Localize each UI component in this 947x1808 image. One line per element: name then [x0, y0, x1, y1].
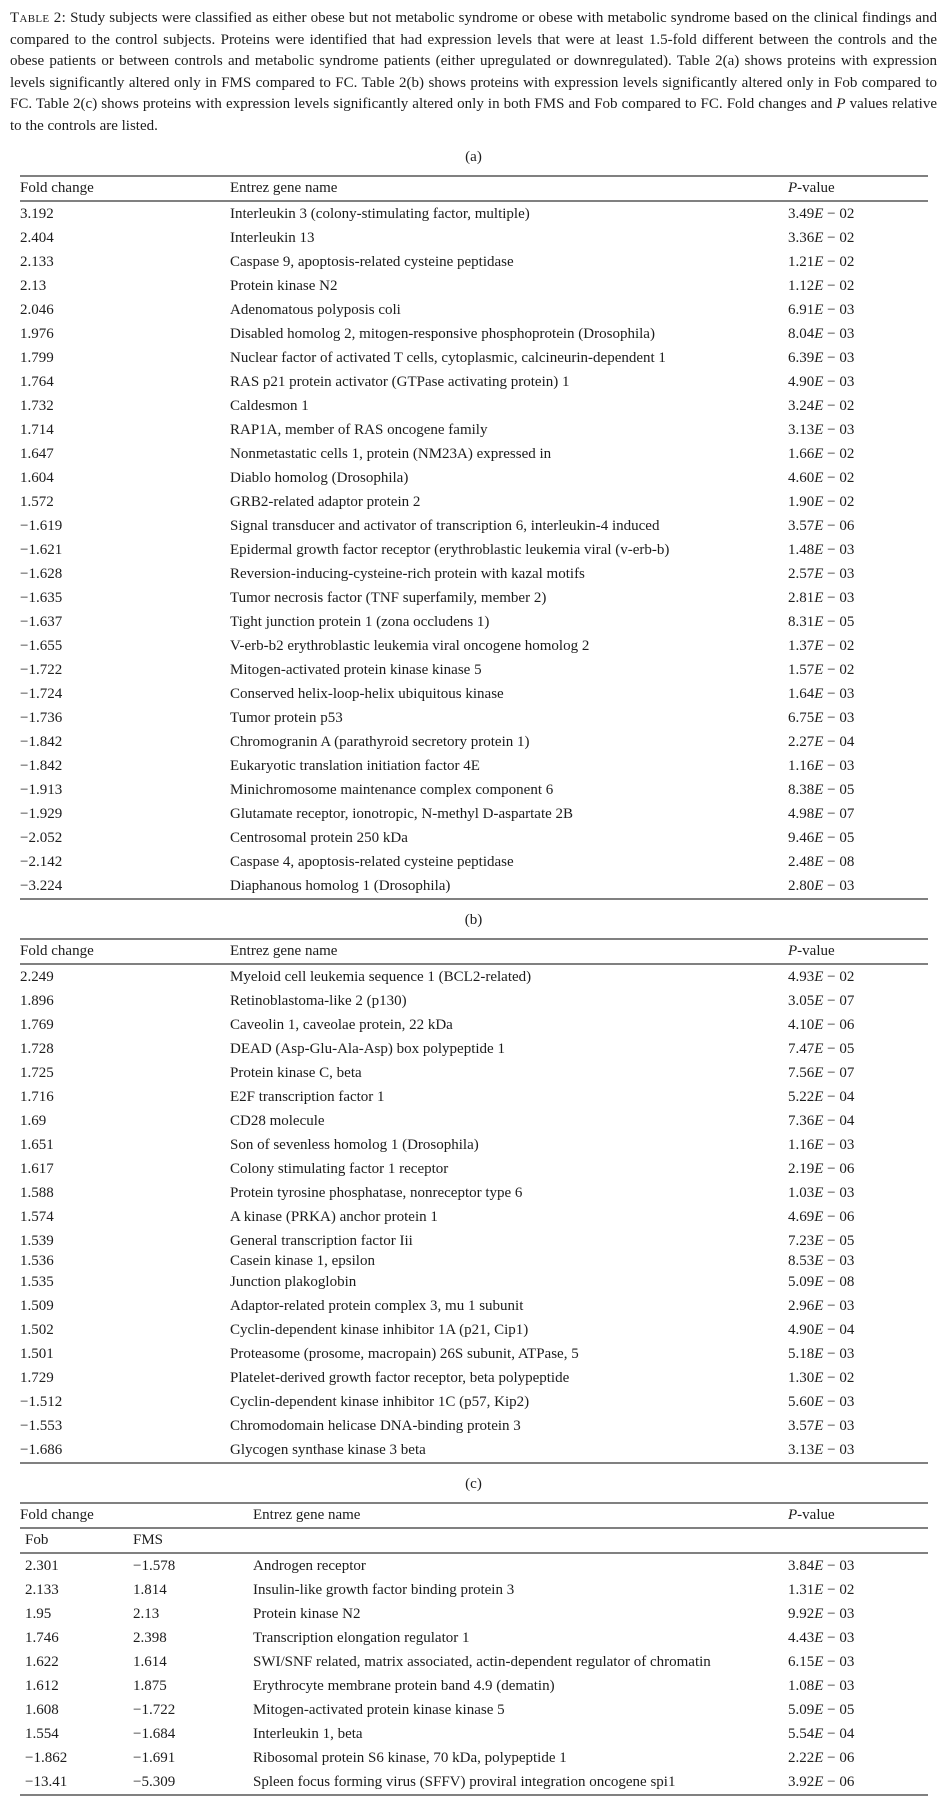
fold-change-cell: −1.842 [20, 757, 63, 774]
fold-change-cell: 1.729 [20, 1369, 54, 1386]
table-row [20, 730, 928, 754]
gene-name-cell: Protein kinase N2 [253, 1605, 361, 1622]
table-row [20, 1270, 928, 1294]
gene-name-cell: Protein kinase N2 [230, 277, 338, 294]
p-value-cell: 5.54E − 04 [788, 1725, 855, 1742]
table-row [20, 1722, 928, 1746]
p-value-cell: 7.47E − 05 [788, 1040, 855, 1057]
table-row [20, 1438, 928, 1463]
col-subheader-fob: Fob [25, 1532, 49, 1548]
fms-fold-change-cell: −1.691 [133, 1749, 176, 1766]
p-value-cell: 8.31E − 05 [788, 613, 855, 630]
gene-name-cell: Tumor necrosis factor (TNF superfamily, member 2) [230, 589, 547, 606]
table-row [20, 1181, 928, 1205]
fold-change-cell: −2.052 [20, 829, 63, 846]
fob-fold-change-cell: 2.301 [25, 1557, 59, 1574]
p-value-cell: 2.96E − 03 [788, 1297, 855, 1314]
fold-change-cell: −1.512 [20, 1393, 63, 1410]
p-value-cell: 7.23E − 05 [788, 1232, 855, 1249]
fold-change-cell: −1.621 [20, 541, 63, 558]
table-row [20, 514, 928, 538]
p-value-cell: 1.12E − 02 [788, 277, 855, 294]
gene-name-cell: Retinoblastoma-like 2 (p130) [230, 992, 407, 1009]
p-value-cell: 2.80E − 03 [788, 877, 855, 894]
table-row [20, 1109, 928, 1133]
table-row [20, 1157, 928, 1181]
subtable-c [20, 1502, 928, 1796]
table-row [20, 1698, 928, 1722]
fold-change-cell: 1.588 [20, 1184, 54, 1201]
p-value-cell: 4.60E − 02 [788, 469, 855, 486]
table-row [20, 466, 928, 490]
fold-change-cell: −1.628 [20, 565, 63, 582]
gene-name-cell: Mitogen-activated protein kinase kinase 5 [230, 661, 482, 678]
p-value-cell: 9.92E − 03 [788, 1605, 855, 1622]
fold-change-cell: 1.535 [20, 1273, 54, 1290]
gene-name-cell: A kinase (PRKA) anchor protein 1 [230, 1208, 438, 1225]
table-row [20, 1578, 928, 1602]
fold-change-cell: 1.574 [20, 1208, 54, 1225]
fold-change-cell: 1.604 [20, 469, 54, 486]
p-value-cell: 1.64E − 03 [788, 685, 855, 702]
gene-name-cell: Protein tyrosine phosphatase, nonreceptor type 6 [230, 1184, 523, 1201]
fob-fold-change-cell: 1.746 [25, 1629, 59, 1646]
p-value-cell: 1.48E − 03 [788, 541, 855, 558]
gene-name-cell: Glycogen synthase kinase 3 beta [230, 1441, 426, 1458]
table-row [20, 442, 928, 466]
table-row [20, 274, 928, 298]
table-row [20, 1553, 928, 1578]
fms-fold-change-cell: −1.684 [133, 1725, 176, 1742]
table-row [20, 1650, 928, 1674]
p-value-cell: 2.81E − 03 [788, 589, 855, 606]
p-value-cell: 4.10E − 06 [788, 1016, 855, 1033]
p-value-cell: 8.53E − 03 [788, 1253, 855, 1269]
fob-fold-change-cell: 1.622 [25, 1653, 59, 1670]
p-value-cell: 8.38E − 05 [788, 781, 855, 798]
gene-name-cell: Tight junction protein 1 (zona occludens 1) [230, 613, 490, 630]
gene-name-cell: Ribosomal protein S6 kinase, 70 kDa, polypeptide 1 [253, 1749, 567, 1766]
col-header-fold-change: Fold change [20, 180, 94, 196]
p-value-cell: 4.43E − 03 [788, 1629, 855, 1646]
gene-name-cell: Chromogranin A (parathyroid secretory protein 1) [230, 733, 530, 750]
p-value-cell: 4.93E − 02 [788, 968, 855, 985]
table-row [20, 1770, 928, 1795]
p-value-cell: 3.36E − 02 [788, 229, 855, 246]
table-row [20, 586, 928, 610]
gene-name-cell: Tumor protein p53 [230, 709, 343, 726]
fob-fold-change-cell: 1.95 [25, 1605, 52, 1622]
table-row [20, 250, 928, 274]
p-value-cell: 2.19E − 06 [788, 1160, 855, 1177]
fold-change-cell: −1.635 [20, 589, 63, 606]
table-row [20, 754, 928, 778]
table-row [20, 1366, 928, 1390]
col-header-gene-name: Entrez gene name [253, 1507, 361, 1523]
gene-name-cell: Casein kinase 1, epsilon [230, 1253, 375, 1269]
p-value-cell: 2.22E − 06 [788, 1749, 855, 1766]
fold-change-cell: −1.722 [20, 661, 63, 678]
table-row [20, 226, 928, 250]
fold-change-cell: 1.572 [20, 493, 54, 510]
fold-change-cell: 2.249 [20, 968, 54, 985]
fob-fold-change-cell: −13.41 [25, 1773, 68, 1790]
p-value-cell: 6.75E − 03 [788, 709, 855, 726]
gene-name-cell: Interleukin 3 (colony-stimulating factor, multiple) [230, 205, 530, 222]
table-row [20, 1133, 928, 1157]
p-value-cell: 1.31E − 02 [788, 1581, 855, 1598]
gene-name-cell: Epidermal growth factor receptor (erythroblastic leukemia viral (v-erb-b) [230, 541, 670, 558]
p-value-cell: 5.60E − 03 [788, 1393, 855, 1410]
table-row [20, 201, 928, 226]
table-row [20, 989, 928, 1013]
table-row [20, 490, 928, 514]
fob-fold-change-cell: 2.133 [25, 1581, 59, 1598]
subtable-b [20, 938, 928, 1464]
table-row [20, 370, 928, 394]
gene-name-cell: Minichromosome maintenance complex component 6 [230, 781, 554, 798]
fold-change-cell: 1.714 [20, 421, 54, 438]
fms-fold-change-cell: 2.398 [133, 1629, 167, 1646]
p-value-cell: 1.30E − 02 [788, 1369, 855, 1386]
p-value-cell: 1.08E − 03 [788, 1677, 855, 1694]
table-row [20, 1414, 928, 1438]
gene-name-cell: Protein kinase C, beta [230, 1064, 362, 1081]
fold-change-cell: 1.617 [20, 1160, 54, 1177]
fms-fold-change-cell: 1.614 [133, 1653, 167, 1670]
fold-change-cell: 2.046 [20, 301, 54, 318]
header-row [20, 176, 928, 201]
col-header-p-value: P-value [788, 943, 835, 959]
fold-change-cell: −1.619 [20, 517, 63, 534]
p-value-cell: 1.37E − 02 [788, 637, 855, 654]
fold-change-cell: −1.842 [20, 733, 63, 750]
p-value-cell: 3.05E − 07 [788, 992, 855, 1009]
table-row [20, 802, 928, 826]
fold-change-cell: 1.732 [20, 397, 54, 414]
gene-name-cell: Myeloid cell leukemia sequence 1 (BCL2-related) [230, 968, 532, 985]
fob-fold-change-cell: 1.608 [25, 1701, 59, 1718]
gene-name-cell: Centrosomal protein 250 kDa [230, 829, 408, 846]
table-row [20, 1674, 928, 1698]
gene-name-cell: Adenomatous polyposis coli [230, 301, 401, 318]
p-value-cell: 9.46E − 05 [788, 829, 855, 846]
col-header-gene-name: Entrez gene name [230, 180, 338, 196]
gene-name-cell: Interleukin 1, beta [253, 1725, 363, 1742]
subtable-label-b: (b) [464, 912, 483, 928]
caption-segment: values relative to the controls are listed. [10, 96, 938, 134]
p-value-cell: 3.24E − 02 [788, 397, 855, 414]
gene-name-cell: Eukaryotic translation initiation factor 4E [230, 757, 480, 774]
subheader-row [20, 1528, 928, 1553]
gene-name-cell: Colony stimulating factor 1 receptor [230, 1160, 449, 1177]
p-value-cell: 2.48E − 08 [788, 853, 855, 870]
page [0, 8, 947, 1796]
fold-change-cell: 2.404 [20, 229, 54, 246]
table-row [20, 826, 928, 850]
p-value-cell: 6.39E − 03 [788, 349, 855, 366]
table-row [20, 850, 928, 874]
table-row [20, 346, 928, 370]
p-value-cell: 1.16E − 03 [788, 1136, 855, 1153]
fold-change-cell: −1.553 [20, 1417, 63, 1434]
table-row [20, 634, 928, 658]
p-value-cell: 5.18E − 03 [788, 1345, 855, 1362]
fold-change-cell: 1.539 [20, 1232, 54, 1249]
table-row [20, 1294, 928, 1318]
table-row [20, 1390, 928, 1414]
fold-change-cell: 1.536 [20, 1253, 54, 1269]
fold-change-cell: 1.651 [20, 1136, 54, 1153]
gene-name-cell: Caspase 4, apoptosis-related cysteine peptidase [230, 853, 514, 870]
col-subheader-fms: FMS [133, 1532, 164, 1548]
caption-segment: Table 2: [10, 10, 67, 26]
gene-name-cell: RAS p21 protein activator (GTPase activating protein) 1 [230, 373, 570, 390]
table-row [20, 322, 928, 346]
fold-change-cell: −2.142 [20, 853, 63, 870]
subtable-label-c: (c) [465, 1476, 482, 1492]
subtable-a [20, 175, 928, 900]
fold-change-cell: 1.764 [20, 373, 54, 390]
p-value-cell: 1.21E − 02 [788, 253, 855, 270]
gene-name-cell: Junction plakoglobin [230, 1273, 357, 1290]
fob-fold-change-cell: 1.612 [25, 1677, 59, 1694]
table-row [20, 1746, 928, 1770]
p-value-cell: 4.90E − 04 [788, 1321, 855, 1338]
fold-change-cell: 1.976 [20, 325, 54, 342]
fold-change-cell: 1.69 [20, 1112, 47, 1129]
fold-change-cell: 1.502 [20, 1321, 54, 1338]
gene-name-cell: E2F transcription factor 1 [230, 1088, 385, 1105]
table-row [20, 298, 928, 322]
p-value-cell: 7.36E − 04 [788, 1112, 855, 1129]
fold-change-cell: 1.501 [20, 1345, 54, 1362]
p-value-cell: 5.09E − 08 [788, 1273, 855, 1290]
subtable-label-a: (a) [465, 149, 482, 165]
p-value-cell: 2.27E − 04 [788, 733, 855, 750]
table-row [20, 1229, 928, 1253]
table-row [20, 682, 928, 706]
table-row [20, 706, 928, 730]
gene-name-cell: Chromodomain helicase DNA-binding protein 3 [230, 1417, 521, 1434]
gene-name-cell: Cyclin-dependent kinase inhibitor 1C (p57, Kip2) [230, 1393, 530, 1410]
gene-name-cell: RAP1A, member of RAS oncogene family [230, 421, 488, 438]
fold-change-cell: 1.799 [20, 349, 54, 366]
p-value-cell: 3.57E − 03 [788, 1417, 855, 1434]
header-row [20, 1503, 928, 1528]
table-row [20, 658, 928, 682]
fold-change-cell: −1.655 [20, 637, 63, 654]
fold-change-cell: −1.929 [20, 805, 63, 822]
gene-name-cell: Spleen focus forming virus (SFFV) proviral integration oncogene spi1 [253, 1773, 676, 1790]
p-value-cell: 1.57E − 02 [788, 661, 855, 678]
table-row [20, 1061, 928, 1085]
p-value-cell: 8.04E − 03 [788, 325, 855, 342]
table-row [20, 1085, 928, 1109]
table-row [20, 1602, 928, 1626]
fold-change-cell: 1.769 [20, 1016, 54, 1033]
table-row [20, 1253, 928, 1270]
table-row [20, 562, 928, 586]
p-value-cell: 3.57E − 06 [788, 517, 855, 534]
fold-change-cell: −1.913 [20, 781, 63, 798]
p-value-cell: 1.03E − 03 [788, 1184, 855, 1201]
fms-fold-change-cell: 2.13 [133, 1605, 160, 1622]
gene-name-cell: Mitogen-activated protein kinase kinase 5 [253, 1701, 505, 1718]
gene-name-cell: Erythrocyte membrane protein band 4.9 (dematin) [253, 1677, 555, 1694]
header-row [20, 939, 928, 964]
gene-name-cell: Caveolin 1, caveolae protein, 22 kDa [230, 1016, 453, 1033]
table-row [20, 1318, 928, 1342]
p-value-cell: 5.09E − 05 [788, 1701, 855, 1718]
fold-change-cell: −1.637 [20, 613, 63, 630]
table-row [20, 610, 928, 634]
fold-change-cell: −3.224 [20, 877, 63, 894]
subheader-spacer [253, 1528, 928, 1553]
fms-fold-change-cell: −1.722 [133, 1701, 176, 1718]
p-value-cell: 1.16E − 03 [788, 757, 855, 774]
gene-name-cell: Transcription elongation regulator 1 [253, 1629, 470, 1646]
gene-name-cell: GRB2-related adaptor protein 2 [230, 493, 421, 510]
gene-name-cell: Disabled homolog 2, mitogen-responsive phosphoprotein (Drosophila) [230, 325, 655, 342]
gene-name-cell: Caldesmon 1 [230, 397, 309, 414]
fold-change-cell: 1.716 [20, 1088, 54, 1105]
fold-change-cell: −1.736 [20, 709, 63, 726]
fold-change-cell: 1.725 [20, 1064, 54, 1081]
table-row [20, 1037, 928, 1061]
gene-name-cell: CD28 molecule [230, 1112, 325, 1129]
p-value-cell: 4.90E − 03 [788, 373, 855, 390]
gene-name-cell: SWI/SNF related, matrix associated, actin-dependent regulator of chromatin [253, 1653, 711, 1670]
p-value-cell: 3.13E − 03 [788, 1441, 855, 1458]
caption-segment: P [836, 96, 846, 112]
p-value-cell: 4.98E − 07 [788, 805, 855, 822]
fold-change-cell: 2.13 [20, 277, 47, 294]
table-row [20, 874, 928, 899]
gene-name-cell: Nonmetastatic cells 1, protein (NM23A) expressed in [230, 445, 552, 462]
p-value-cell: 6.15E − 03 [788, 1653, 855, 1670]
p-value-cell: 4.69E − 06 [788, 1208, 855, 1225]
gene-name-cell: Diablo homolog (Drosophila) [230, 469, 409, 486]
p-value-cell: 1.90E − 02 [788, 493, 855, 510]
fold-change-cell: −1.686 [20, 1441, 63, 1458]
fold-change-cell: 1.728 [20, 1040, 54, 1057]
table-row [20, 1205, 928, 1229]
fob-fold-change-cell: 1.554 [25, 1725, 59, 1742]
p-value-cell: 3.49E − 02 [788, 205, 855, 222]
fold-change-cell: 1.509 [20, 1297, 54, 1314]
table-row [20, 964, 928, 989]
gene-name-cell: V-erb-b2 erythroblastic leukemia viral oncogene homolog 2 [230, 637, 590, 654]
p-value-cell: 3.13E − 03 [788, 421, 855, 438]
gene-name-cell: Conserved helix-loop-helix ubiquitous kinase [230, 685, 504, 702]
gene-name-cell: General transcription factor Iii [230, 1232, 413, 1249]
gene-name-cell: Androgen receptor [253, 1557, 366, 1574]
p-value-cell: 6.91E − 03 [788, 301, 855, 318]
gene-name-cell: Adaptor-related protein complex 3, mu 1 subunit [230, 1297, 524, 1314]
table-row [20, 418, 928, 442]
p-value-cell: 1.66E − 02 [788, 445, 855, 462]
col-header-fold-change: Fold change [20, 1507, 94, 1523]
fms-fold-change-cell: −5.309 [133, 1773, 176, 1790]
table-row [20, 1626, 928, 1650]
fms-fold-change-cell: −1.578 [133, 1557, 176, 1574]
p-value-cell: 5.22E − 04 [788, 1088, 855, 1105]
gene-name-cell: Proteasome (prosome, macropain) 26S subunit, ATPase, 5 [230, 1345, 579, 1362]
fold-change-cell: 1.896 [20, 992, 54, 1009]
p-value-cell: 3.92E − 06 [788, 1773, 855, 1790]
gene-name-cell: DEAD (Asp-Glu-Ala-Asp) box polypeptide 1 [230, 1040, 505, 1057]
fold-change-cell: 3.192 [20, 205, 54, 222]
caption-segment: Study subjects were classified as either obese but not metabolic syndrome or obese with metabolic syndrome based on the clinical findings and compared to the control subjects. Proteins were identified that had expression levels that were at least 1.5-fold different between the controls and the obese patients or between controls and metabolic syndrome patients (either upregulated or downregulated). Table 2(a) shows proteins with expression levels significantly altered only in FMS compared to FC. Table 2(b) shows proteins with expression levels significantly altered only in Fob compared to FC. Table 2(c) shows proteins with expression levels significantly altered only in both FMS and Fob compared to FC. Fold changes and [10, 10, 937, 112]
gene-name-cell: Platelet-derived growth factor receptor, beta polypeptide [230, 1369, 570, 1386]
col-header-gene-name: Entrez gene name [230, 943, 338, 959]
table-caption [10, 8, 937, 137]
table-row [20, 538, 928, 562]
fms-fold-change-cell: 1.814 [133, 1581, 167, 1598]
gene-name-cell: Reversion-inducing-cysteine-rich protein with kazal motifs [230, 565, 585, 582]
fob-fold-change-cell: −1.862 [25, 1749, 68, 1766]
p-value-cell: 2.57E − 03 [788, 565, 855, 582]
gene-name-cell: Caspase 9, apoptosis-related cysteine peptidase [230, 253, 514, 270]
gene-name-cell: Cyclin-dependent kinase inhibitor 1A (p21, Cip1) [230, 1321, 529, 1338]
fms-fold-change-cell: 1.875 [133, 1677, 167, 1694]
table-row [20, 394, 928, 418]
gene-name-cell: Interleukin 13 [230, 229, 315, 246]
col-header-p-value: P-value [788, 180, 835, 196]
fold-change-cell: 1.647 [20, 445, 54, 462]
gene-name-cell: Son of sevenless homolog 1 (Drosophila) [230, 1136, 479, 1153]
gene-name-cell: Insulin-like growth factor binding protein 3 [253, 1581, 515, 1598]
gene-name-cell: Diaphanous homolog 1 (Drosophila) [230, 877, 451, 894]
table-row [20, 1013, 928, 1037]
gene-name-cell: Nuclear factor of activated T cells, cytoplasmic, calcineurin-dependent 1 [230, 349, 666, 366]
col-header-p-value: P-value [788, 1507, 835, 1523]
fold-change-cell: 2.133 [20, 253, 54, 270]
p-value-cell: 3.84E − 03 [788, 1557, 855, 1574]
fold-change-cell: −1.724 [20, 685, 63, 702]
table-row [20, 778, 928, 802]
p-value-cell: 7.56E − 07 [788, 1064, 855, 1081]
gene-name-cell: Glutamate receptor, ionotropic, N-methyl D-aspartate 2B [230, 805, 574, 822]
col-header-fold-change: Fold change [20, 943, 94, 959]
gene-name-cell: Signal transducer and activator of transcription 6, interleukin-4 induced [230, 517, 660, 534]
table-row [20, 1342, 928, 1366]
